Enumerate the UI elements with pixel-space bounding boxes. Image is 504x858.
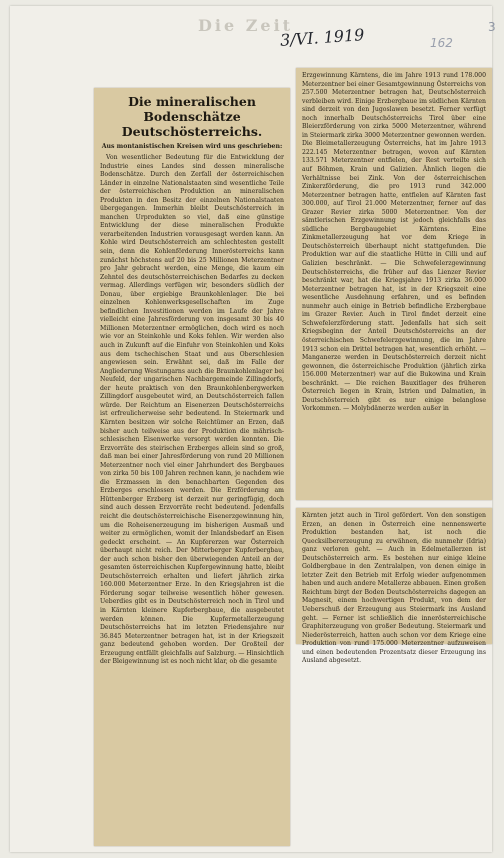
- clipping-left-column: [94, 88, 290, 846]
- archive-number: 162: [430, 36, 453, 50]
- handwritten-date: 3/VI. 1919: [279, 25, 365, 50]
- clipping-right-bottom-column: [296, 508, 492, 665]
- article-body-right-bottom: Kärnten jetzt auch in Tirol gefördert. Von den sonstigen Erzen, an denen in Österreich eine nennenswerte Produktion bestanden hat, ist noch die Quecksilbererzeugung zu erwähnen, die nunmehr (Idria) ganz verloren geht. — Auch in Edelmetallerzen ist Deutschösterreich arm. Es bestehen nur einige kleine Goldbergbaue in den Zentralalpen, von denen einige in letzter Zeit den Betrieb mit Erfolg wieder aufgenommen haben und auch andere Metallerze abbauen. Einen großen Reichtum birgt der Boden Deutschösterreichs dagegen an Magnesit, einem hochwertigen Produkt, von dem der Ueberschuß der Erzeugung aus Steiermark ins Ausland geht. — Ferner ist schließlich die innerösterreichische Graphiterzeugung von großer Bedeutung. Steiermark und Niederösterreich, hatten auch schon vor dem Kriege eine Produktion von rund 175.000 Meterzentner aufzuweisen und einen bedeutenden Prozentsatz dieser Erzeugung ins Ausland abgesetzt.: [302, 512, 486, 665]
- article-headline: [100, 94, 284, 139]
- corner-mark: 3: [488, 20, 496, 34]
- clipping-right-top-column: [296, 68, 492, 500]
- newspaper-masthead: Die Zeit: [198, 16, 294, 35]
- article-body-right-top: Erzgewinnung Kärntens, die im Jahre 1913 rund 178.000 Meterzentner bei einer Gesamtgewinnung Österreichs von 257.500 Meterzentner betragen hat, Deutschösterreich verbleiben wird. Einige Erzbergbaue im südlichen Kärnten sind derzeit von den Jugoslawen besetzt. Ferner verfügt noch innerhalb Deutschösterreichs Tirol über eine Bleierzförderung von zirka 5000 Meterzentner, während in Steiermark zirka 3000 Meterzentner gewonnen werden. Die Bleimetallerzeugung Österreichs, hat im Jahre 1913 222.145 Meterzentner betragen, wovon auf Kärnten 133.571 Meterzentner entfielen, der Rest verteilte sich auf Böhmen, Krain und Galizien. Ähnlich liegen die Verhältnisse bei Zink. Von der österreichischen Zinkerzförderung, die pro 1913 rund 342.000 Meterzentner betragen hatte, entfielen auf Kärnten fast 300.000, auf Tirol 21.000 Meterzentner, ferner auf das Grazer Revier zirka 5000 Meterzentner. Von der sämtlerischen Erzgewinnung ist jedoch gleichfalls das südliche Bergbaugebiet Kärntens. Eine Zinkmetallerzeugung hat vor dem Kriege in Deutschösterreich überhaupt nicht stattgefunden. Die Produktion war auf die staatliche Hütte in Cilli und auf Galizien beschränkt. — Die Schwefelerzgewinnung Deutschösterreichs, die früher auf das Lienzer Revier beschränkt war, hat die Kriegsjahre 1913 zirka 36.000 Meterzentner betragen hat, ist in der Kriegszeit eine wesentliche Ausdehnung erfahren, und es befinden nunmehr auch einige in Betrieb befindliche Erzbergbaue im Grazer Revier. Auch in Tirol findet derzeit eine Schwefelerzförderung statt. Jedenfalls hat sich seit Kriegsbeginn der Anteil Deutschösterreichs an der österreichischen Schwefelerzgewinnung, die im Jahre 1913 schon ein Drittel betragen hat, wesentlich erhöht. — Manganerze werden in Deutschösterreich derzeit nicht gewonnen, die österreichische Produktion (jährlich zirka 156.000 Meterzentner) war auf die Bukowina und Krain beschränkt. — Die reichen Bauxitlager des früheren Österreich liegen in Krain, Istrien und Dalmatien, in Deutschösterreich gibt es nur einige belanglose Vorkommen. — Molybdänerze werden außer in: [302, 72, 486, 413]
- headline-line-2: Deutschösterreichs.: [121, 124, 263, 139]
- article-body-left: Von wesentlicher Bedeutung für die Entwicklung der Industrie eines Landes sind dessen mineralische Bodenschätze. Durch den Zerfall der österreichischen Länder in einzelne Nationalstaaten sind wesentliche Teile der österreichischen Produktion an mineralischen Produkten in den Besitz der einzelnen Nationalstaaten übergegangen. Immerhin bleibt Deutschösterreich in manchen Urprodukten so viel, daß eine günstige Entwicklung der diese mineralischen Produkte verarbeitenden Industrien vorausgesagt werden kann. An Kohle wird Deutschösterreich am schlechtesten gestellt sein, denn die Kohlenförderung Innerösterreichs kann zunächst höchstens auf 20 bis 25 Millionen Meterzentner pro Jahr gebracht werden, eine Menge, die kaum ein Zehntel des deutschösterreichischen Bedarfes zu decken vermag. Allerdings verfügen wir, besonders südlich der Donau, über ergiebige Braunkohlenlager. Die bei einzelnen Kohlenwerksgesellschaften im Zuge befindlichen Investitionen werden im Laufe der Jahre vielleicht eine Jahresförderung von insgesamt 30 bis 40 Millionen Meterzentner ermöglichen, doch wird es noch wie vor an Steinkohle und Koks fehlen. Wir werden also auch in Zukunft auf die Einfuhr von Steinkohlen und Koks aus dem tschechischen Staat und aus Oberschlesien angewiesen sein. Erwähnt sei, daß im Falle der Angliederung Westungarns auch die Braunkohlenlager bei Neufeld, der ungarischen Nachbargemeinde Zillingdorfs, der heute praktisch von den Braunkohlenbergwerken Zillingdorf ausgebeutet wird, an Deutschösterreich fallen würde. Der Reichtum an Eisenerzen Deutschösterreichs ist erfreulicherweise sehr bedeutend. In Steiermark und Kärnten besitzen wir solche Reichtümer an Erzen, daß bisher auch teilweise aus der Produktion die mährisch-schlesischen Eisenwerke versorgt werden konnten. Die Erzvorräte des steirischen Erzberges allein sind so groß, daß man bei einer Jahresförderung von rund 20 Millionen Meterzentner noch viel einer Jahrhundert des Bergbaues von zirka 50 bis 100 Jahren rechnen kann, je nachdem wie die Erzmassen in den benachbarten Gegenden des Erzberges erschlossen werden. Die Erzförderung am Hüttenberger Erzberg ist derzeit nur geringfügig, doch sind auch dessen Erzvorräte recht bedeutend. Jedenfalls reicht die deutschösterreichische Eisenerzgewinnung hin, um die Roheisenerzeugung im bisherigen Ausmaß und weiter zu ermöglichen, womit der Inlandsbedarf an Eisen gedeckt erscheint. — An Kupfererzen war Österreich überhaupt nicht reich. Der Mitterberger Kupferbergbau, der auch schon bisher den überwiegenden Anteil an der gesamten österreichischen Kupfergewinnung hatte, bleibt Deutschösterreich erhalten und liefert jährlich zirka 160.000 Meterzentner Erze. In den Kriegsjahren ist die Förderung sogar teilweise wesentlich höher gewesen. Ueberdies gibt es in Deutschösterreich noch in Tirol und in Kärnten kleinere Kupferbergbaue, die ausgebeutet werden können. Die Kupfermetallerzeugung Deutschösterreichs hat im letzten Friedensjahre nur 36.845 Meterzentner betragen hat, ist in der Kriegszeit ganz bedeutend gehoben worden. Der Großteil der Erzeugung entfällt gleichfalls auf Salzburg. — Hinsichtlich der Bleigewinnung ist es noch nicht klar, ob die gesamte: [100, 154, 284, 666]
- headline-line-1: Die mineralischen Bodenschätze: [128, 94, 256, 124]
- article-subhead: Aus montanistischen Kreisen wird uns geschrieben:: [101, 143, 283, 150]
